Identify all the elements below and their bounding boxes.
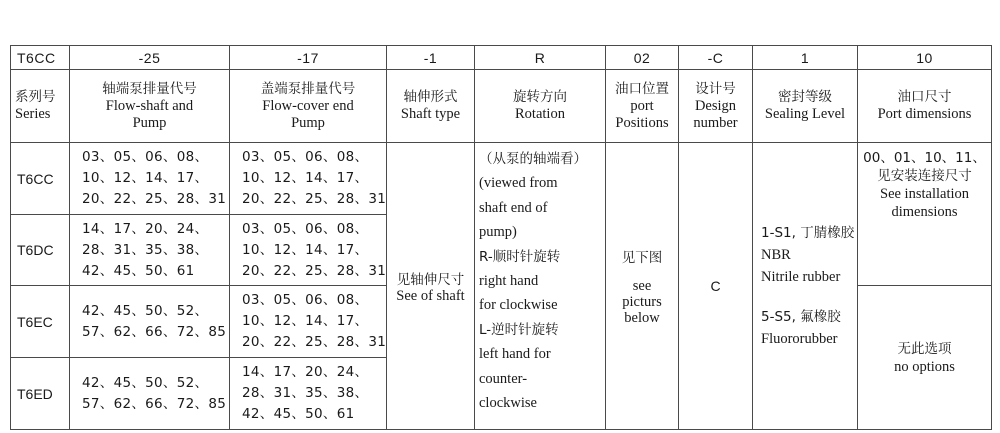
header-rotation: 旋转方向 Rotation xyxy=(475,70,606,143)
header-sealing-level: 密封等级 Sealing Level xyxy=(753,70,858,143)
flow-cover-values: 03、05、06、08、 10、12、14、17、 20、22、25、28、31 xyxy=(230,215,387,286)
specification-table xyxy=(10,45,992,430)
header-port-positions: 油口位置 port Positions xyxy=(606,70,679,143)
header-flow-cover: 盖端泵排量代号 Flow-cover end Pump xyxy=(230,70,387,143)
sealing-level-cell: 1-S1, 丁腈橡胶 NBR Nitrile rubber 5-S5, 氟橡胶 Fluororubber xyxy=(753,143,858,430)
flow-shaft-values: 03、05、06、08、 10、12、14、17、 20、22、25、28、31 xyxy=(70,143,230,215)
rotation-cell: （从泵的轴端看） (viewed from shaft end of pump) R-顺时针旋转 right hand for clockwise L-逆时针旋转 left hand for counter- clockwise xyxy=(475,143,606,430)
code-port-dimensions: 10 xyxy=(858,46,992,70)
code-flow-shaft: -25 xyxy=(70,46,230,70)
design-number-cell: C xyxy=(679,143,753,430)
series-cell: T6DC xyxy=(11,215,70,286)
port-position-cell: 见下图 see picturs below xyxy=(606,143,679,430)
code-sealing-level: 1 xyxy=(753,46,858,70)
header-series: 系列号 Series xyxy=(11,70,70,143)
code-series: T6CC xyxy=(11,46,70,70)
port-dimensions-bottom-cell: 无此选项 no options xyxy=(858,286,992,430)
code-shaft-type: -1 xyxy=(387,46,475,70)
shaft-type-cell: 见轴伸尺寸 See of shaft xyxy=(387,143,475,430)
code-rotation: R xyxy=(475,46,606,70)
code-port-position: 02 xyxy=(606,46,679,70)
code-design-number: -C xyxy=(679,46,753,70)
series-cell: T6ED xyxy=(11,358,70,430)
table-row xyxy=(11,143,992,215)
header-port-dimensions: 油口尺寸 Port dimensions xyxy=(858,70,992,143)
code-row xyxy=(11,46,992,70)
flow-shaft-values: 42、45、50、52、 57、62、66、72、85 xyxy=(70,286,230,358)
flow-cover-values: 14、17、20、24、 28、31、35、38、 42、45、50、61 xyxy=(230,358,387,430)
header-flow-shaft: 轴端泵排量代号 Flow-shaft and Pump xyxy=(70,70,230,143)
flow-cover-values: 03、05、06、08、 10、12、14、17、 20、22、25、28、31 xyxy=(230,286,387,358)
series-cell: T6CC xyxy=(11,143,70,215)
flow-cover-values: 03、05、06、08、 10、12、14、17、 20、22、25、28、31 xyxy=(230,143,387,215)
header-design-number: 设计号 Design number xyxy=(679,70,753,143)
header-shaft-type: 轴伸形式 Shaft type xyxy=(387,70,475,143)
flow-shaft-values: 42、45、50、52、 57、62、66、72、85 xyxy=(70,358,230,430)
flow-shaft-values: 14、17、20、24、 28、31、35、38、 42、45、50、61 xyxy=(70,215,230,286)
series-cell: T6EC xyxy=(11,286,70,358)
header-row xyxy=(11,70,992,143)
code-flow-cover: -17 xyxy=(230,46,387,70)
port-dimensions-top-cell: 00、01、10、11、 见安装连接尺寸 See installation dimensions xyxy=(858,143,992,286)
